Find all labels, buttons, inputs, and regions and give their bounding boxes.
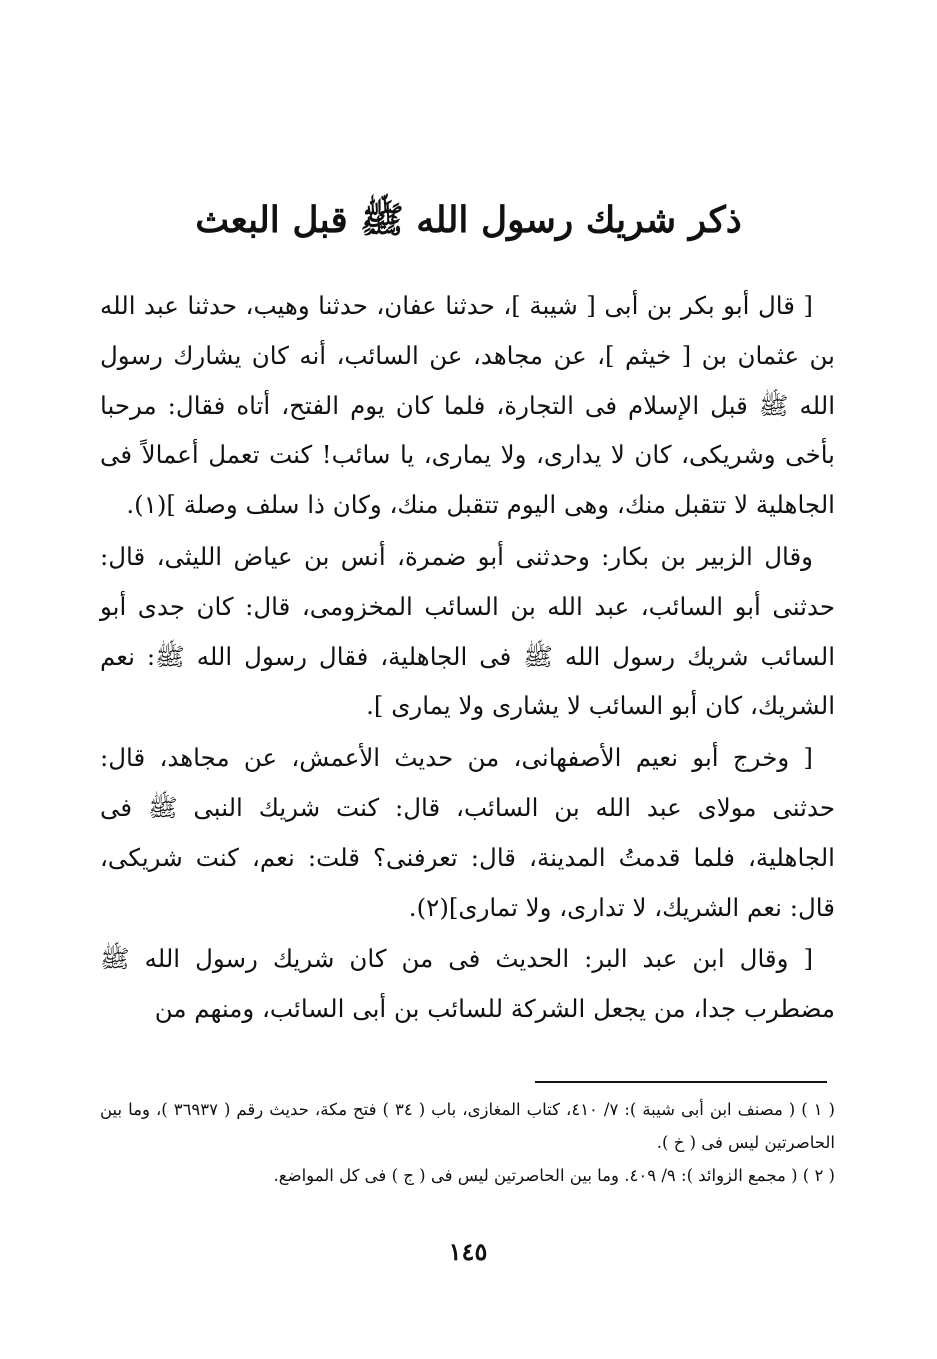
paragraph-1: [ قال أبو بكر بن أبى [ شيبة ]، حدثنا عفان، حدثنا وهيب، حدثنا عبد الله بن عثمان بن [ خيثم ]، عن مجاهد، عن السائب، أنه كان يشارك رسول الله ﷺ قبل الإسلام فى التجارة، فلما كان يوم الفتح، أتاه فقال: مرحبا بأخى وشريكى، كان لا يدارى، ولا يمارى، يا سائب! كنت تعمل أعمالاً فى الجاهلية لا تتقبل منك، وهى اليوم تتقبل منك، وكان ذا سلف وصلة ](١). xyxy=(100,291,835,520)
footnote-2: ( ٢ ) ( مجمع الزوائد ): ٩/ ٤٠٩. وما بين الحاصرتين ليس فى ( ج ) فى كل المواضع. xyxy=(273,1166,835,1185)
page-number: ١٤٥ xyxy=(448,1237,488,1266)
paragraph-4: [ وقال ابن عبد البر: الحديث فى من كان شريك رسول الله ﷺ مضطرب جدا، من يجعل الشركة للسائب بن أبى السائب، ومنهم من xyxy=(100,944,835,1024)
paragraph-2: وقال الزبير بن بكار: وحدثنى أبو ضمرة، أنس بن عياض الليثى، قال: حدثنى أبو السائب، عبد الله بن السائب المخزومى، قال: كان جدى أبو السائب شريك رسول الله ﷺ فى الجاهلية، فقال رسول الله ﷺ: نعم الشريك، كان أبو السائب لا يشارى ولا يمارى ]. xyxy=(100,541,835,721)
footnote-1: ( ١ ) ( مصنف ابن أبى شيبة ): ٧/ ٤١٠، كتاب المغازى، باب ( ٣٤ ) فتح مكة، حديث رقم ( ٣٦٩٣٧ )، وما بين الحاصرتين ليس فى ( خ ). xyxy=(100,1100,835,1152)
footnote-divider xyxy=(535,1081,827,1083)
footnotes xyxy=(100,1093,835,1192)
body-text xyxy=(100,281,835,1034)
paragraph-3: [ وخرج أبو نعيم الأصفهانى، من حديث الأعمش، عن مجاهد، قال: حدثنى مولاى عبد الله بن السائب، قال: كنت شريك النبى ﷺ فى الجاهلية، فلما قدمتُ المدينة، قال: تعرفنى؟ قلت: نعم، كنت شريكى، قال: نعم الشريك، لا تدارى، ولا تمارى](٢). xyxy=(100,743,835,922)
chapter-title: ذكر شريك رسول الله ﷺ قبل البعث xyxy=(195,199,742,241)
